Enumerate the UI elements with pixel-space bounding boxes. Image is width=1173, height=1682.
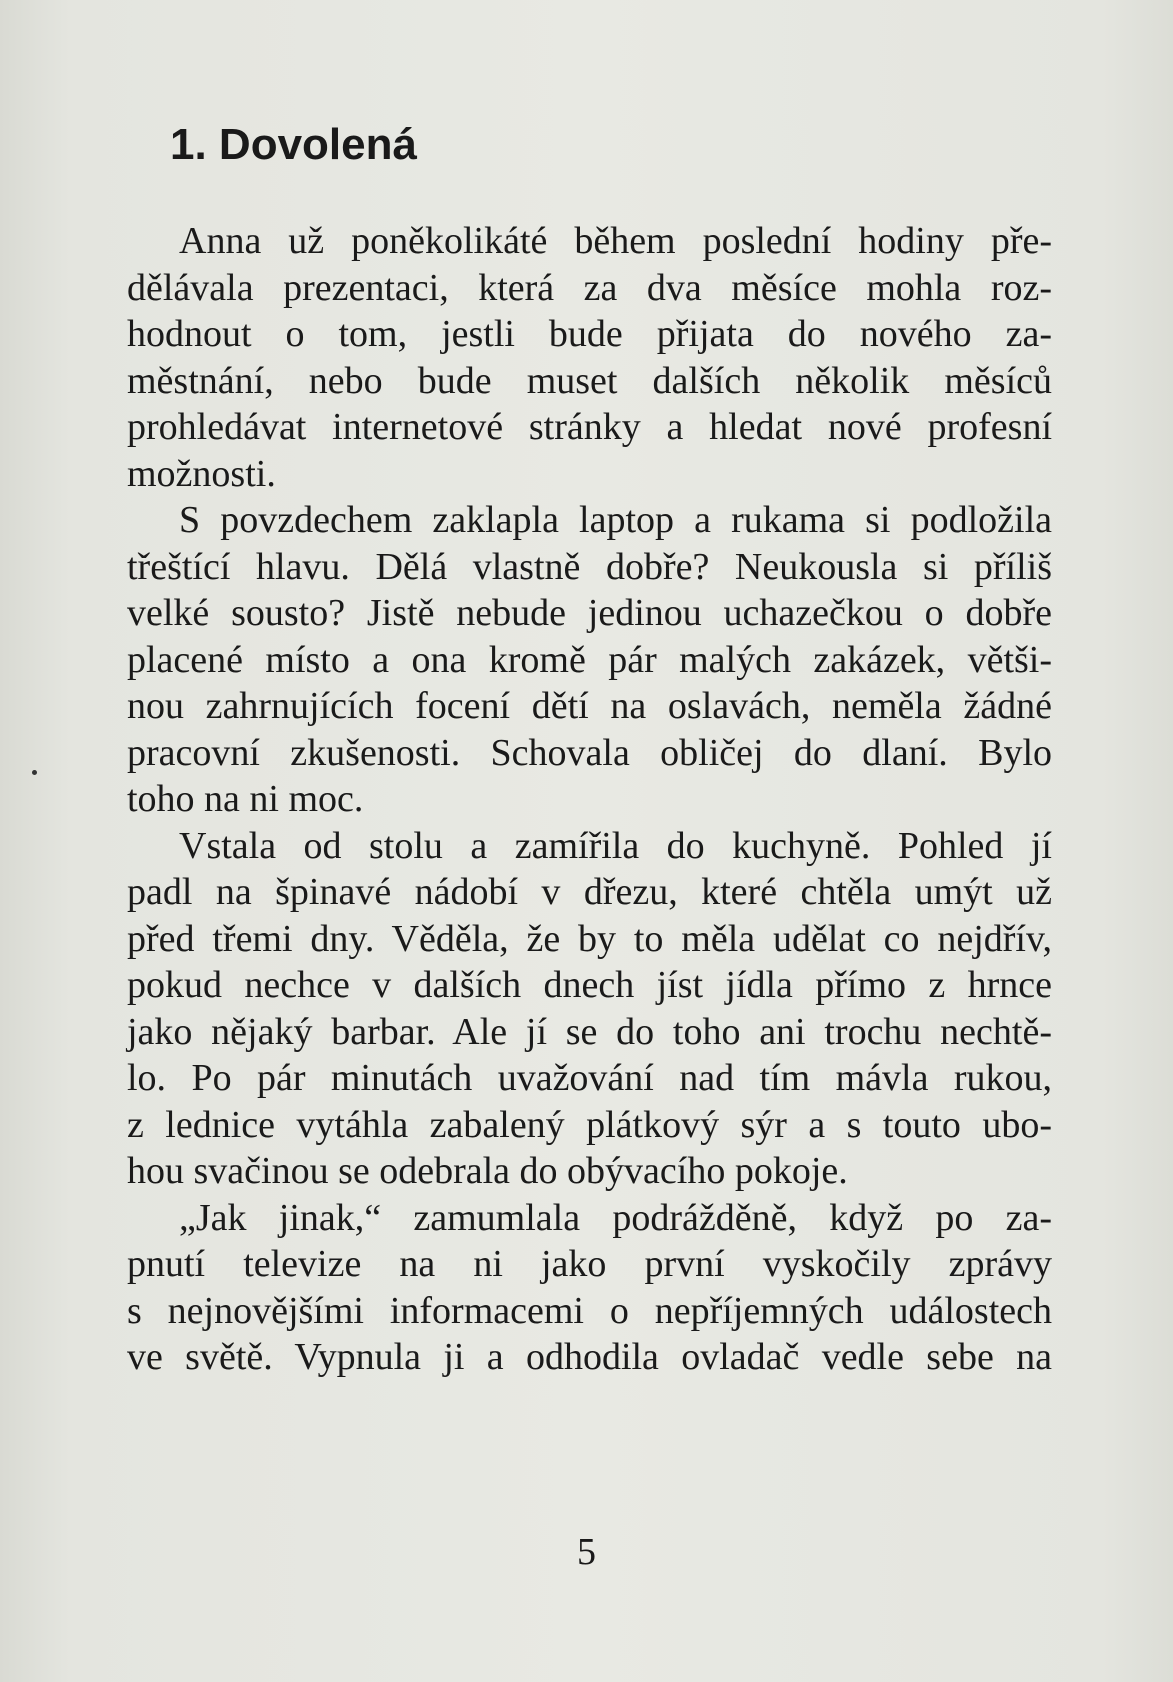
text-line: dělávala prezentaci, která za dva měsíce mohla roz- — [127, 266, 1052, 309]
text-line: hou svačinou se odebrala do obývacího pokoje. — [127, 1150, 848, 1192]
text-line: s nejnovějšími informacemi o nepříjemných událostech — [127, 1289, 1052, 1332]
text-line: městnání, nebo bude muset dalších několik měsíců — [127, 359, 1052, 402]
text-line: pnutí televize na ni jako první vyskočily zprávy — [127, 1243, 1052, 1285]
text-line: ve světě. Vypnula ji a odhodila ovladač vedle sebe na — [127, 1336, 1052, 1378]
text-line: Anna už poněkolikáté během poslední hodiny pře- — [179, 220, 1052, 262]
text-line: lo. Po pár minutách uvažování nad tím mávla rukou, — [127, 1057, 1052, 1099]
text-line: před třemi dny. Věděla, že by to měla udělat co nejdřív, — [127, 917, 1052, 960]
text-line: placené místo a ona kromě pár malých zakázek, větši- — [127, 638, 1052, 681]
text-line: velké sousto? Jistě nebude jedinou uchazečkou o dobře — [127, 592, 1052, 634]
text-line: padl na špinavé nádobí v dřezu, které chtěla umýt už — [127, 871, 1052, 913]
text-line: „Jak jinak,“ zamumlala podrážděně, když po za- — [179, 1196, 1052, 1239]
text-line: toho na ni moc. — [127, 778, 364, 820]
text-line: pracovní zkušenosti. Schovala obličej do dlaní. Bylo — [127, 731, 1052, 774]
page-number: 5 — [577, 1531, 596, 1573]
text-line: hodnout o tom, jestli bude přijata do nového za- — [127, 313, 1052, 355]
text-line: nou zahrnujících focení dětí na oslavách, neměla žádné — [127, 685, 1052, 727]
body-text — [127, 218, 1052, 1381]
margin-speck — [32, 770, 37, 775]
text-line: pokud nechce v dalších dnech jíst jídla přímo z hrnce — [127, 964, 1052, 1006]
text-line: z lednice vytáhla zabalený plátkový sýr a s touto ubo- — [127, 1103, 1052, 1146]
text-line: prohledávat internetové stránky a hledat nové profesní — [127, 406, 1052, 448]
text-line: Vstala od stolu a zamířila do kuchyně. Pohled jí — [179, 824, 1052, 867]
chapter-title: 1. Dovolená — [170, 120, 417, 169]
text-line: možnosti. — [127, 452, 276, 495]
text-line: jako nějaký barbar. Ale jí se do toho ani trochu nechtě- — [127, 1010, 1052, 1053]
text-line: třeštící hlavu. Dělá vlastně dobře? Neukousla si příliš — [127, 545, 1052, 588]
text-line: S povzdechem zaklapla laptop a rukama si podložila — [179, 499, 1052, 541]
